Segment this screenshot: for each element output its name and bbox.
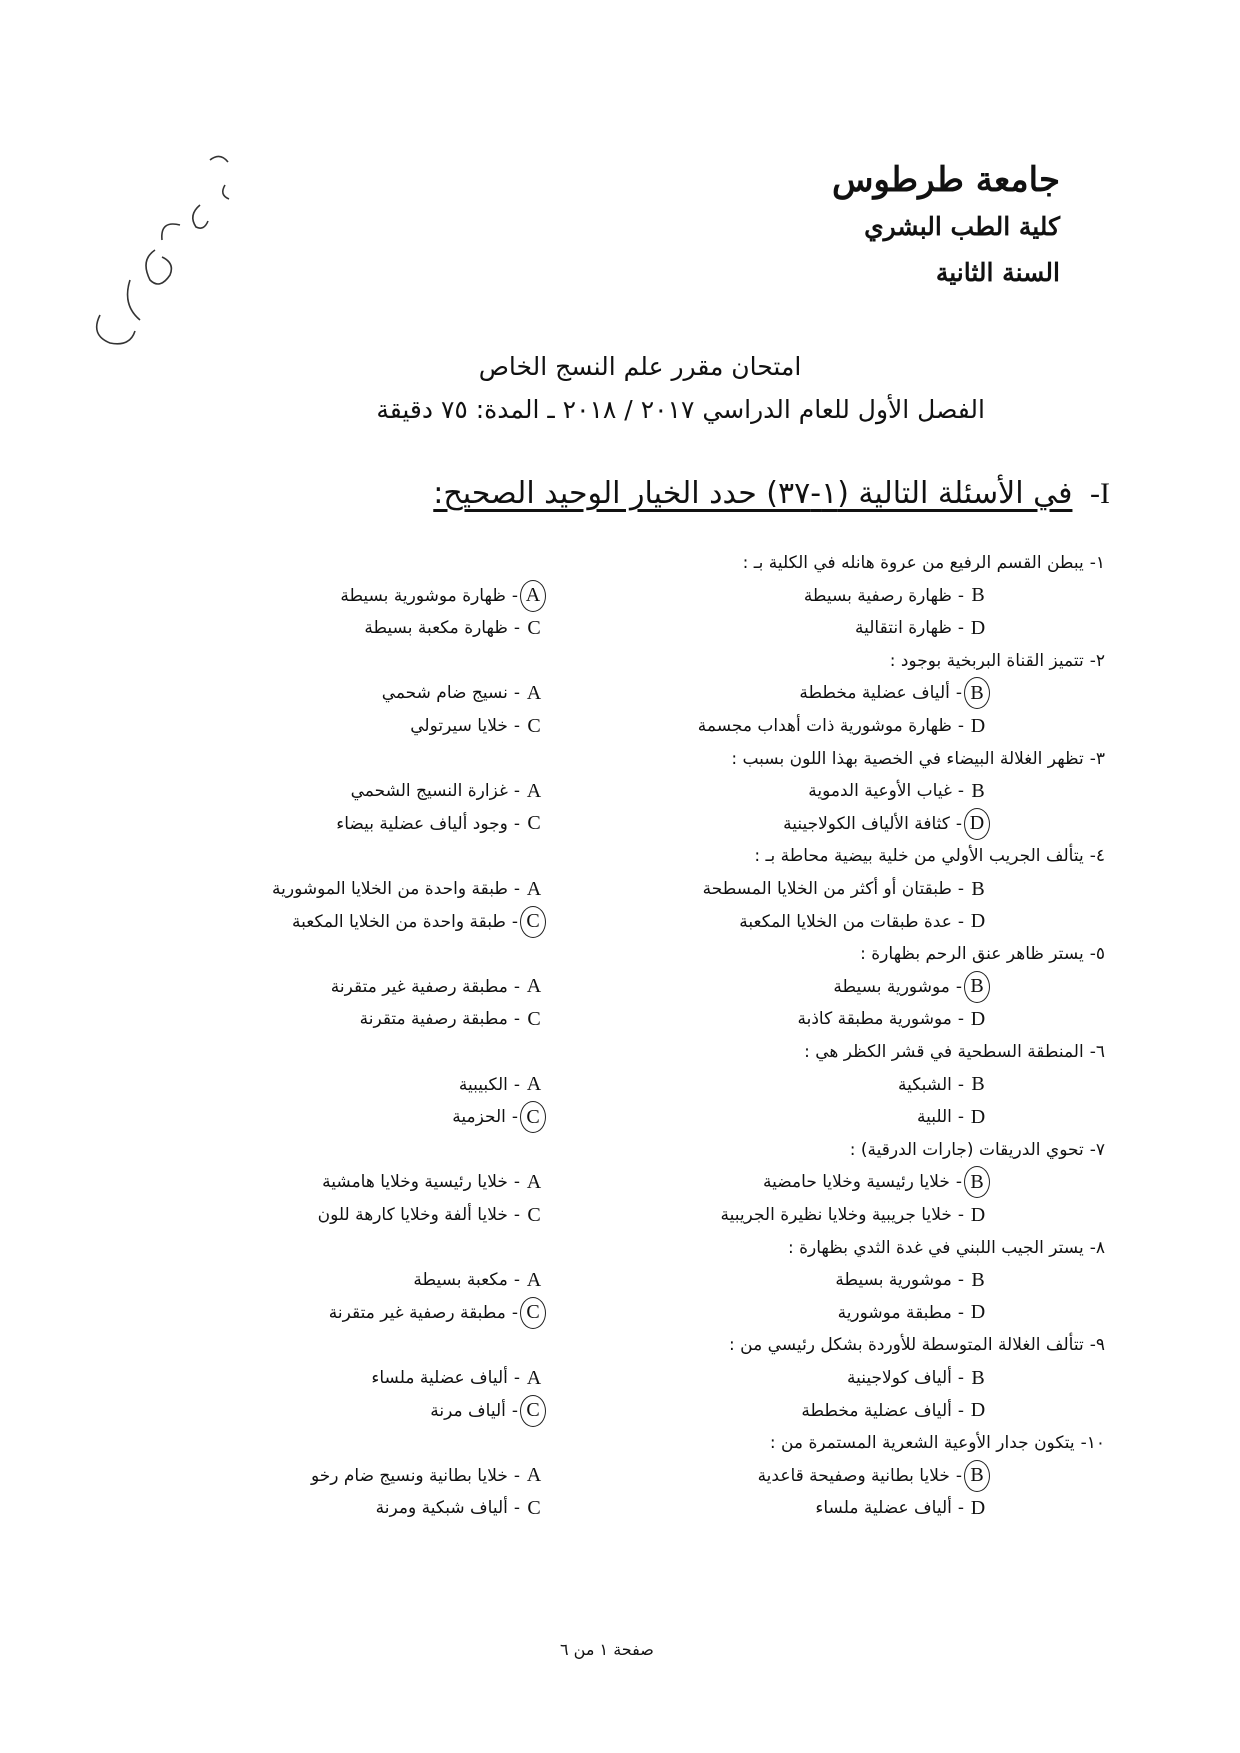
answer-option-a	[331, 972, 546, 1002]
option-dash: -	[513, 1009, 520, 1030]
answer-option-a	[272, 874, 546, 904]
section-heading	[433, 476, 1110, 511]
answer-option-c	[360, 1004, 546, 1034]
option-letter: A	[526, 1170, 542, 1193]
circled-answer-letter: B	[964, 1460, 990, 1492]
question-number: ٢-	[1089, 650, 1105, 671]
answer-option-c	[292, 907, 546, 937]
option-text: غياب الأوعية الدموية	[808, 781, 952, 802]
question-text: تحوي الدريقات (جارات الدرقية) :	[849, 1139, 1084, 1160]
option-text: الكبيبية	[458, 1074, 508, 1095]
option-text: مطبقة رصفية غير متقرنة	[328, 1302, 506, 1323]
option-text: موشورية بسيطة	[835, 1270, 952, 1291]
option-dash: -	[511, 911, 518, 932]
answer-option-d	[801, 1396, 990, 1426]
option-dash: -	[955, 976, 962, 997]
answer-option-d	[783, 809, 990, 839]
answer-option-c	[318, 1200, 546, 1230]
question-stem	[804, 1037, 1105, 1067]
study-year: السنة الثانية	[935, 258, 1060, 287]
option-dash: -	[513, 976, 520, 997]
option-letter: D	[970, 714, 986, 737]
option-dash: -	[513, 1172, 520, 1193]
option-dash: -	[513, 781, 520, 802]
option-text: مطبقة موشورية	[837, 1302, 952, 1323]
question-stem	[770, 1428, 1105, 1458]
question-number: ٩-	[1089, 1335, 1105, 1356]
answer-option-b	[847, 1363, 990, 1393]
question-text: يستر ظاهر عنق الرحم بظهارة :	[860, 944, 1084, 965]
option-letter: D	[970, 1203, 986, 1226]
answer-option-b	[898, 1070, 990, 1100]
option-text: ألياف عضلية مخططة	[801, 1400, 952, 1421]
option-dash: -	[513, 716, 520, 736]
option-dash: -	[957, 1107, 964, 1128]
answer-option-d	[698, 711, 990, 741]
option-dash: -	[513, 1498, 520, 1519]
option-text: ظهارة مكعبة بسيطة	[364, 618, 508, 639]
question-stem	[788, 1233, 1105, 1263]
answer-option-d	[815, 1493, 990, 1523]
option-text: خلايا ألفة وخلايا كارهة للون	[317, 1205, 508, 1225]
question-stem	[850, 1135, 1105, 1165]
option-text: ألياف عضلية مخططة	[799, 683, 950, 704]
option-text: خلايا بطانية وصفيحة قاعدية	[757, 1465, 950, 1486]
option-dash: -	[955, 683, 962, 704]
circled-answer-letter: A	[520, 580, 546, 612]
question-number: ١-	[1089, 553, 1105, 573]
option-text: غزارة النسيج الشحمي	[350, 781, 508, 802]
option-text: ألياف شبكية ومرنة	[375, 1498, 508, 1519]
option-text: كثافة الألياف الكولاجينية	[783, 813, 950, 834]
question-number: ٨-	[1089, 1237, 1105, 1258]
section-number: I-	[1090, 477, 1110, 510]
option-letter: A	[526, 1464, 542, 1487]
option-text: وجود ألياف عضلية بيضاء	[336, 813, 508, 834]
answer-option-d	[720, 1200, 990, 1230]
question-stem	[860, 939, 1105, 969]
option-text: الحزمية	[452, 1107, 506, 1128]
option-dash: -	[957, 1368, 964, 1388]
option-letter: B	[971, 1073, 985, 1096]
answer-option-b	[804, 581, 990, 611]
answer-option-a	[351, 776, 546, 806]
option-dash: -	[955, 1172, 962, 1193]
option-letter: B	[971, 584, 985, 607]
answer-option-a	[371, 1363, 546, 1393]
option-dash: -	[957, 716, 964, 736]
option-dash: -	[957, 911, 964, 932]
option-dash: -	[957, 1205, 964, 1225]
question-number: ١٠-	[1080, 1433, 1105, 1454]
answer-option-b	[758, 1461, 990, 1491]
question-text: تظهر الغلالة البيضاء في الخصية بهذا اللون بسبب :	[731, 748, 1084, 769]
question-text: تتميز القناة البربخية بوجود :	[889, 650, 1084, 671]
option-text: ظهارة انتقالية	[855, 618, 952, 639]
answer-option-a	[413, 1265, 546, 1295]
answer-option-d	[739, 907, 990, 937]
option-text: ألياف عضلية ملساء	[815, 1498, 952, 1519]
option-dash: -	[513, 1368, 520, 1388]
question-number: ٦-	[1089, 1042, 1105, 1062]
circled-answer-letter: B	[964, 971, 990, 1003]
circled-answer-letter: B	[964, 1166, 990, 1198]
answer-option-b	[835, 1265, 990, 1295]
option-text: خلايا جريبية وخلايا نظيرة الجريبية	[720, 1205, 952, 1225]
option-letter: D	[970, 1399, 986, 1422]
answer-option-c	[336, 809, 546, 839]
question-number: ٤-	[1089, 846, 1105, 867]
option-letter: C	[527, 1007, 541, 1030]
option-letter: B	[971, 877, 985, 900]
answer-option-d	[838, 1298, 990, 1328]
option-letter: A	[526, 877, 542, 900]
option-letter: C	[527, 812, 541, 835]
option-letter: B	[971, 1366, 985, 1389]
exam-subtitle: الفصل الأول للعام الدراسي ٢٠١٧ / ٢٠١٨ ـ المدة: ٧٥ دقيقة	[376, 395, 985, 424]
option-dash: -	[957, 1074, 964, 1095]
option-text: ألياف كولاجينية	[847, 1368, 952, 1388]
answer-option-c	[452, 1102, 546, 1132]
page-number: صفحة ١ من ٦	[560, 1640, 654, 1659]
answer-option-a	[322, 1167, 546, 1197]
option-letter: C	[527, 1496, 541, 1519]
option-dash: -	[957, 1400, 964, 1421]
option-text: ظهارة رصفية بسيطة	[803, 585, 952, 606]
option-dash: -	[957, 1302, 964, 1323]
option-dash: -	[957, 879, 964, 899]
answer-option-c	[329, 1298, 546, 1328]
option-text: طبقتان أو أكثر من الخلايا المسطحة	[702, 879, 952, 899]
option-letter: A	[526, 975, 542, 998]
option-letter: D	[970, 1301, 986, 1324]
circled-answer-letter: C	[520, 1395, 546, 1427]
question-text: المنطقة السطحية في قشر الكظر هي :	[804, 1042, 1084, 1062]
answer-option-b	[763, 1167, 990, 1197]
option-dash: -	[513, 879, 520, 899]
option-text: ألياف مرنة	[430, 1400, 506, 1421]
answer-option-c	[364, 613, 546, 643]
option-text: اللبية	[916, 1107, 952, 1128]
option-letter: B	[971, 779, 985, 802]
option-dash: -	[511, 1302, 518, 1323]
option-letter: D	[970, 1496, 986, 1519]
option-text: طبقة واحدة من الخلايا المكعبة	[292, 911, 506, 932]
option-dash: -	[957, 1498, 964, 1519]
option-text: الشبكية	[898, 1074, 952, 1095]
option-letter: D	[970, 1007, 986, 1030]
question-number: ٧-	[1089, 1139, 1105, 1160]
option-letter: D	[970, 910, 986, 933]
option-dash: -	[513, 1270, 520, 1291]
option-letter: A	[526, 1073, 542, 1096]
question-text: تتألف الغلالة المتوسطة للأوردة بشكل رئيسي من :	[729, 1335, 1084, 1356]
answer-option-b	[833, 972, 990, 1002]
option-dash: -	[513, 1465, 520, 1486]
option-dash: -	[955, 1465, 962, 1486]
answer-option-a	[311, 1461, 546, 1491]
option-text: طبقة واحدة من الخلايا الموشورية	[272, 879, 508, 899]
option-letter: A	[526, 681, 542, 704]
circled-answer-letter: D	[964, 808, 990, 840]
option-letter: D	[970, 616, 986, 639]
answer-option-b	[808, 776, 990, 806]
option-dash: -	[511, 585, 518, 606]
answer-option-d	[797, 1004, 990, 1034]
answer-option-b	[799, 678, 990, 708]
option-text: ظهارة موشورية ذات أهداب مجسمة	[697, 716, 952, 736]
question-stem	[743, 548, 1105, 578]
option-text: خلايا بطانية ونسيج ضام رخو	[310, 1465, 508, 1486]
handwritten-annotation	[60, 130, 280, 360]
question-text: يتألف الجريب الأولي من خلية بيضية محاطة بـ :	[754, 846, 1084, 867]
option-dash: -	[513, 813, 520, 834]
university-name: جامعة طرطوس	[831, 160, 1060, 200]
question-text: يبطن القسم الرفيع من عروة هانله في الكلية بـ :	[742, 553, 1084, 573]
section-instruction: في الأسئلة التالية (١-٣٧) حدد الخيار الوحيد الصحيح:	[433, 476, 1073, 511]
option-dash: -	[513, 1074, 520, 1095]
option-text: ظهارة موشورية بسيطة	[340, 585, 506, 606]
option-text: موشورية بسيطة	[833, 976, 950, 997]
option-text: نسيج ضام شحمي	[381, 683, 508, 704]
question-number: ٥-	[1089, 944, 1105, 965]
option-letter: C	[527, 714, 541, 737]
option-dash: -	[955, 813, 962, 834]
option-dash: -	[511, 1107, 518, 1128]
option-text: خلايا رئيسية وخلايا هامشية	[322, 1172, 508, 1193]
question-number: ٣-	[1089, 748, 1105, 769]
option-text: موشورية مطبقة كاذبة	[797, 1009, 952, 1030]
question-stem	[890, 646, 1105, 676]
question-stem	[729, 1330, 1105, 1360]
question-stem	[754, 841, 1105, 871]
option-text: مكعبة بسيطة	[413, 1270, 508, 1291]
faculty-name: كلية الطب البشري	[864, 212, 1060, 241]
option-dash: -	[511, 1400, 518, 1421]
option-text: مطبقة رصفية غير متقرنة	[330, 976, 508, 997]
answer-option-c	[410, 711, 546, 741]
option-letter: A	[526, 779, 542, 802]
option-letter: D	[970, 1105, 986, 1128]
option-letter: B	[971, 1268, 985, 1291]
option-dash: -	[957, 585, 964, 606]
circled-answer-letter: C	[520, 906, 546, 938]
question-text: يستر الجيب اللبني في غدة الثدي بظهارة :	[788, 1237, 1084, 1258]
circled-answer-letter: C	[520, 1297, 546, 1329]
option-dash: -	[513, 618, 520, 639]
answer-option-c	[430, 1396, 546, 1426]
answer-option-c	[376, 1493, 546, 1523]
exam-title: امتحان مقرر علم النسج الخاص	[478, 352, 802, 381]
option-text: خلايا رئيسية وخلايا حامضية	[763, 1172, 950, 1193]
option-letter: C	[527, 616, 541, 639]
question-text: يتكون جدار الأوعية الشعرية المستمرة من :	[769, 1433, 1075, 1454]
option-text: عدة طبقات من الخلايا المكعبة	[739, 911, 952, 932]
option-letter: A	[526, 1366, 542, 1389]
option-dash: -	[513, 683, 520, 704]
answer-option-a	[382, 678, 546, 708]
option-letter: C	[527, 1203, 541, 1226]
option-dash: -	[957, 781, 964, 802]
answer-option-a	[340, 581, 546, 611]
answer-option-b	[703, 874, 990, 904]
answer-option-d	[855, 613, 990, 643]
option-text: خلايا سيرتولي	[410, 716, 508, 736]
answer-option-a	[459, 1070, 546, 1100]
option-text: ألياف عضلية ملساء	[371, 1368, 508, 1388]
circled-answer-letter: B	[964, 677, 990, 709]
circled-answer-letter: C	[520, 1101, 546, 1133]
question-stem	[731, 744, 1105, 774]
option-dash: -	[957, 1270, 964, 1291]
answer-option-d	[917, 1102, 990, 1132]
option-letter: A	[526, 1268, 542, 1291]
option-dash: -	[513, 1205, 520, 1225]
option-dash: -	[957, 618, 964, 639]
option-text: مطبقة رصفية متقرنة	[359, 1009, 508, 1030]
option-dash: -	[957, 1009, 964, 1030]
